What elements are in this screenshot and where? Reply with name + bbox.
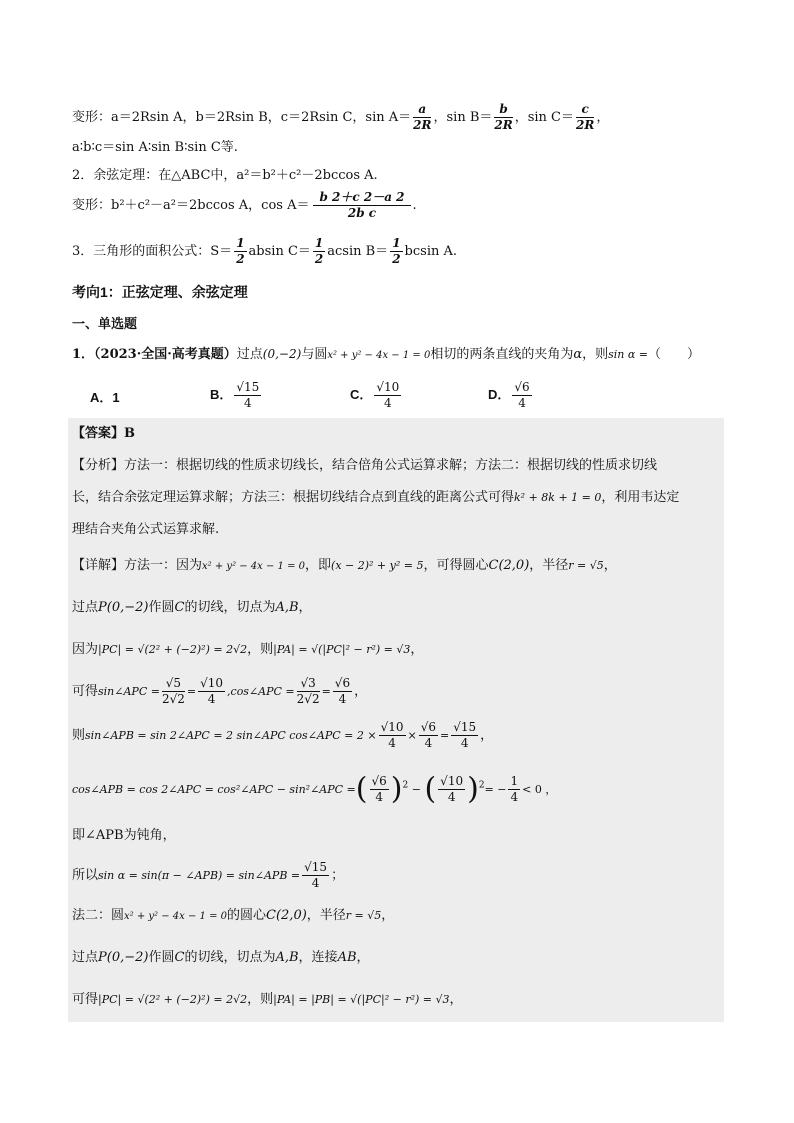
- denominator: 4: [207, 692, 216, 706]
- quadratic-equation: k² + 8k + 1 = 0: [514, 491, 602, 504]
- option-label: C．: [350, 387, 373, 402]
- math: |PC| = √(2² + (−2)²) = 2√2: [98, 993, 248, 1006]
- detail-line-11: [72, 990, 463, 1010]
- numerator: c: [576, 102, 594, 118]
- answer-blank: （ ）: [648, 347, 701, 362]
- numerator: b: [494, 102, 512, 118]
- option-label: A．: [90, 390, 113, 405]
- detail-line-6: cos∠APB = cos 2∠APC = cos²∠APC − sin²∠APC =( $\frac{√6}{4}$ )$^2$ − ( $\frac{√10}{4}$ )$^2$= − $\frac{1}{4}$ < 0 ，: [72, 771, 557, 807]
- analysis-tag: 【分析】: [72, 458, 125, 473]
- math: AB: [337, 950, 357, 965]
- text: 过点: [72, 950, 99, 965]
- math: r = √5: [568, 559, 604, 572]
- math: |PC| = √(2² + (−2)²) = 2√2: [98, 643, 248, 656]
- text: ，: [298, 600, 312, 615]
- text: 变形：a＝2Rsin A，b＝2Rsin B，c＝2Rsin C，sin A＝: [72, 110, 412, 125]
- text: ，连接: [298, 950, 338, 965]
- fraction: [198, 676, 225, 707]
- fraction: [333, 676, 352, 707]
- denominator: 2: [314, 252, 324, 266]
- question-source: （2023·全国·高考真题）: [94, 347, 237, 362]
- detail-line-3: [72, 640, 423, 660]
- numerator: a: [413, 102, 431, 118]
- numerator: √6: [420, 720, 437, 734]
- text: 法二：圆: [72, 908, 125, 923]
- text: absin C＝: [248, 244, 311, 259]
- text: ，: [596, 110, 610, 125]
- text: ，即: [305, 558, 332, 573]
- detail-line-8: [72, 860, 344, 891]
- option-c[interactable]: [350, 380, 403, 411]
- answer-value: B: [124, 426, 136, 441]
- fraction: [302, 860, 329, 891]
- text: 与圆: [301, 347, 328, 362]
- math: sin∠APB = sin 2∠APC = 2 sin∠APC cos∠APC = 2 ×: [85, 729, 377, 742]
- fraction: [508, 774, 520, 805]
- answer-tag: 【答案】: [72, 426, 125, 441]
- text: 变形：b²＋c²－a²＝2bccos A，cos A＝: [72, 198, 310, 213]
- text: 理结合夹角公式运算求解.: [72, 522, 220, 537]
- math: A,B: [275, 950, 299, 965]
- law-of-cosines-line: [72, 166, 378, 186]
- text: 方法一：根据切线的性质求切线长，结合倍角公式运算求解；方法二：根据切线的性质求切线: [124, 458, 658, 473]
- text: ，sin B＝: [433, 110, 493, 125]
- text: 则: [72, 728, 86, 743]
- fraction: [438, 774, 465, 805]
- option-a[interactable]: [90, 388, 120, 409]
- point-expression: (0,−2): [262, 347, 302, 361]
- option-label: D．: [488, 387, 511, 402]
- text: .: [412, 198, 417, 213]
- numerator: b 2＋c 2－a 2: [313, 190, 410, 206]
- detail-line-2: [72, 598, 312, 618]
- sin-alpha: sin α =: [608, 348, 649, 361]
- area-formula-line: [72, 236, 457, 267]
- math: sin α = sin(π − ∠APB) = sin∠APB =: [98, 869, 301, 882]
- option-fraction: [374, 380, 401, 411]
- fraction: [162, 676, 185, 707]
- text: 作圆: [148, 600, 175, 615]
- detail-line-10: [72, 948, 370, 968]
- text: 的切线，切点为: [184, 600, 276, 615]
- math: P(0,−2): [98, 950, 149, 965]
- denominator: 2√2: [296, 692, 320, 706]
- fraction: [379, 720, 406, 751]
- text: 的切线，切点为: [184, 950, 276, 965]
- question-1: [72, 344, 700, 366]
- alpha-symbol: α: [573, 347, 583, 362]
- text: a∶b∶c＝sin A∶sin B∶sin C等.: [72, 140, 238, 155]
- denominator: 4: [384, 396, 392, 410]
- detail-line-5: 则sin∠APB = sin 2∠APC = 2 sin∠APC cos∠APC = 2 × $\frac{√10}{4}$ × $\frac{√6}{4}$ = $\frac{√15}{4}$ ，: [72, 720, 494, 750]
- math: = −: [484, 783, 507, 796]
- text: ，: [480, 728, 494, 743]
- circle-equation: x² + y² − 4x − 1 = 0: [327, 350, 431, 361]
- option-label: B．: [210, 387, 233, 402]
- option-b[interactable]: [210, 380, 263, 411]
- text: ，: [354, 684, 368, 699]
- fraction-b-over-2R: [494, 102, 512, 133]
- math: P(0,−2): [98, 600, 149, 615]
- text: 因为: [72, 642, 99, 657]
- detail-tag: 【详解】: [72, 558, 125, 573]
- denominator: 4: [244, 396, 252, 410]
- numerator: √6: [334, 676, 351, 690]
- text: 即∠APB为钝角，: [72, 828, 176, 843]
- half-fraction: [234, 236, 246, 267]
- text: < 0 ，: [522, 783, 557, 796]
- text: 可得: [72, 684, 99, 699]
- math: r = √5: [345, 909, 382, 922]
- text: ，则: [582, 347, 609, 362]
- option-fraction: [234, 380, 261, 411]
- text: bcsin A.: [404, 244, 458, 259]
- math: ,cos∠APC =: [227, 685, 295, 698]
- denominator: 2R: [494, 118, 513, 132]
- numerator: √5: [162, 676, 185, 692]
- fraction-a-over-2R: [413, 102, 431, 133]
- denominator: 2R: [413, 118, 432, 132]
- text: ，半径: [306, 908, 346, 923]
- text: ，利用韦达定: [601, 490, 680, 505]
- fraction: [451, 720, 478, 751]
- text: 所以: [72, 868, 99, 883]
- denominator: 4: [447, 790, 456, 804]
- text: ，: [356, 950, 370, 965]
- numerator: 1: [314, 236, 324, 250]
- text: 的圆心: [227, 908, 267, 923]
- law-of-sines-variant-line: [72, 102, 609, 133]
- option-value: 1: [112, 390, 120, 405]
- denominator: 4: [518, 396, 526, 410]
- math: x² + y² − 4x − 1 = 0: [202, 561, 306, 572]
- text: 可得: [72, 992, 99, 1007]
- text: 考向1：正弦定理、余弦定理: [72, 284, 248, 300]
- fraction: [297, 676, 320, 707]
- analysis-line-3: [72, 520, 219, 540]
- ratio-line: [72, 138, 238, 158]
- math: cos∠APB = cos 2∠APC = cos²∠APC − sin²∠APC =: [72, 783, 356, 796]
- text: ，: [603, 558, 617, 573]
- text: ，可得圆心: [423, 558, 489, 573]
- fraction: [370, 774, 389, 805]
- numerator: 1: [510, 774, 519, 788]
- text: ，: [410, 642, 424, 657]
- math: C(2,0): [266, 908, 307, 923]
- option-d[interactable]: [488, 380, 534, 411]
- text: 作圆: [148, 950, 175, 965]
- numerator: 1: [392, 236, 401, 250]
- analysis-line-1: [72, 456, 657, 476]
- numerator: √15: [304, 860, 328, 874]
- denominator: 2b c: [347, 206, 377, 220]
- question-number: 1．: [72, 347, 95, 362]
- text: ，半径: [529, 558, 569, 573]
- subsection-title: [72, 314, 137, 334]
- answer-line: [72, 424, 135, 444]
- detail-line-7: [72, 826, 176, 846]
- text: 2．余弦定理：在△ABC中，a²＝b²＋c²－2bccos A.: [72, 168, 378, 183]
- text: 过点: [72, 600, 99, 615]
- detail-line-9: [72, 906, 394, 927]
- denominator: 4: [424, 736, 433, 750]
- denominator: 2√2: [161, 692, 185, 706]
- text: acsin B＝: [327, 244, 389, 259]
- text: 3．三角形的面积公式：S＝: [72, 244, 233, 259]
- detail-line-1: [72, 556, 617, 577]
- denominator: 2: [236, 252, 245, 266]
- denominator: 4: [388, 736, 396, 750]
- numerator: √10: [200, 676, 224, 690]
- denominator: 4: [338, 692, 347, 706]
- text: 长，结合余弦定理运算求解；方法三：根据切线结合点到直线的距离公式可得: [72, 490, 515, 505]
- math: |PA| = |PB| = √(|PC|² − r²) = √3: [273, 993, 450, 1006]
- numerator: √15: [236, 380, 260, 394]
- denominator: 2R: [575, 118, 595, 132]
- text: 方法一：因为: [124, 558, 203, 573]
- numerator: √15: [453, 720, 477, 734]
- section-title: [72, 282, 248, 302]
- half-fraction: [313, 236, 325, 267]
- denominator: 2: [392, 252, 401, 266]
- option-fraction: [512, 380, 531, 411]
- math: x² + y² − 4x − 1 = 0: [124, 911, 227, 922]
- numerator: √10: [380, 720, 404, 734]
- cosine-fraction: [313, 190, 410, 221]
- analysis-line-2: [72, 488, 679, 508]
- numerator: √10: [376, 380, 400, 394]
- half-fraction: [390, 236, 402, 267]
- denominator: 4: [510, 790, 519, 804]
- math: sin∠APC =: [98, 685, 160, 698]
- math: A,B: [275, 600, 299, 615]
- math: (x − 2)² + y² = 5: [331, 559, 424, 572]
- text: ，: [381, 908, 395, 923]
- fraction: [419, 720, 438, 751]
- numerator: √3: [297, 676, 320, 692]
- text: ，则: [247, 642, 274, 657]
- numerator: √6: [514, 380, 530, 394]
- text: 过点: [236, 347, 263, 362]
- denominator: 4: [311, 876, 320, 890]
- text: 相切的两条直线的夹角为: [430, 347, 574, 362]
- numerator: 1: [236, 236, 245, 250]
- text: 一、单选题: [72, 316, 138, 331]
- numerator: √10: [440, 774, 464, 788]
- denominator: 4: [375, 790, 383, 804]
- math: C: [174, 950, 185, 965]
- text: ，则: [247, 992, 274, 1007]
- detail-line-4: 可得sin∠APC = $\frac{√5}{2√2}$ = $\frac{√10}{4}$ ,cos∠APC = $\frac{√3}{2√2}$ = $\frac{√6}{4}$ ，: [72, 676, 368, 706]
- math: C(2,0): [488, 558, 530, 573]
- fraction-c-over-2R: [576, 102, 594, 133]
- math: C: [174, 600, 185, 615]
- text: ，sin C＝: [514, 110, 574, 125]
- cosine-variant-line: [72, 190, 417, 221]
- math: |PA| = √(|PC|² − r²) = √3: [273, 643, 411, 656]
- text: ；: [331, 868, 345, 883]
- text: ，: [449, 992, 463, 1007]
- numerator: √6: [371, 774, 387, 788]
- denominator: 4: [460, 736, 469, 750]
